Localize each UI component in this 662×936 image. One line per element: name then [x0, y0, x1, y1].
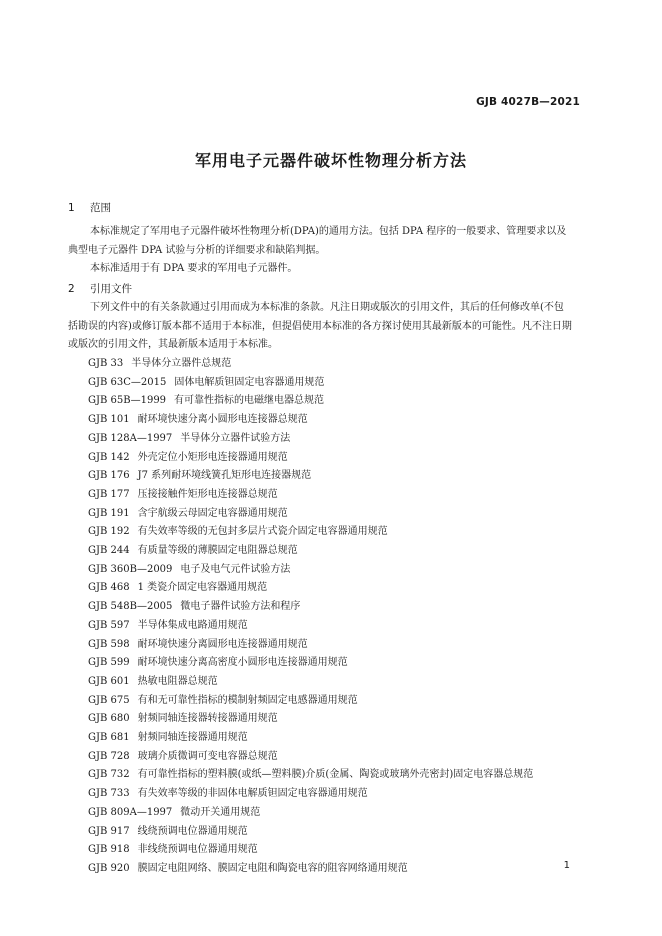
reference-code: GJB 601	[88, 675, 130, 687]
reference-title: 外壳定位小矩形电连接器通用规范	[137, 451, 288, 463]
page-number: 1	[563, 860, 570, 871]
reference-title: 压接接触件矩形电连接器总规范	[137, 488, 278, 500]
reference-title: 射频同轴连接器转接器通用规范	[137, 713, 278, 725]
reference-item	[68, 710, 572, 729]
reference-code: GJB 192	[88, 526, 130, 538]
reference-title: 有失效率等级的无包封多层片式瓷介固定电容器通用规范	[137, 526, 388, 538]
reference-code: GJB 597	[88, 619, 130, 631]
reference-item	[68, 617, 572, 636]
reference-title: 半导体分立器件总规范	[131, 358, 232, 369]
reference-title: 耐环境快速分离小圆形电连接器总规范	[137, 414, 308, 426]
reference-item	[68, 729, 572, 748]
reference-code: GJB 728	[88, 750, 130, 762]
reference-item	[68, 785, 572, 804]
reference-title: 耐环境快速分离圆形电连接器通用规范	[137, 638, 308, 650]
reference-item	[68, 860, 572, 879]
reference-code: GJB 101	[88, 414, 130, 426]
reference-code: GJB 917	[88, 825, 130, 837]
reference-title: 电子及电气元件试验方法	[180, 563, 291, 575]
reference-title: 含宇航级云母固定电容器通用规范	[137, 507, 288, 519]
reference-title: 有和无可靠性指标的模制射频固定电感器通用规范	[137, 694, 358, 706]
reference-item	[68, 804, 572, 823]
reference-title: J7 系列耐环境线簧孔矩形电连接器规范	[137, 470, 312, 482]
section-1-heading	[68, 200, 111, 215]
reference-item	[68, 748, 572, 767]
reference-item	[68, 841, 572, 860]
section-1-paragraph-1: 本标准规定了军用电子元器件破坏性物理分析(DPA)的通用方法。包括 DPA 程序的一般要求、管理要求以及典型电子元器件 DPA 试验与分析的详细要求和缺陷判据。	[68, 226, 567, 256]
section-2-paragraph-1: 下列文件中的有关条款通过引用而成为本标准的条款。凡注日期或版次的引用文件，其后的任何修改单(不包括勘误的内容)或修订版本都不适用于本标准，但提倡使用本标准的各方探讨使用其最新版本的可能性。凡不注日期或版次的引用文件，其最新版本适用于本标准。	[68, 302, 572, 350]
reference-title: 耐环境快速分离高密度小圆形电连接器通用规范	[137, 657, 348, 669]
reference-title: 膜固定电阻网络、膜固定电阻和陶瓷电容的阻容网络通用规范	[137, 862, 408, 874]
reference-code: GJB 142	[88, 451, 130, 463]
reference-item	[68, 467, 572, 486]
reference-code: GJB 918	[88, 844, 130, 856]
reference-title: 有失效率等级的非固体电解质钽固定电容器通用规范	[137, 788, 368, 800]
reference-code: GJB 681	[88, 732, 130, 744]
reference-item	[68, 411, 572, 430]
reference-title: 微动开关通用规范	[180, 806, 261, 818]
reference-code: GJB 244	[88, 545, 130, 557]
reference-title: 非线绕预调电位器通用规范	[137, 844, 258, 856]
section-2-heading	[68, 281, 132, 296]
reference-item	[68, 561, 572, 580]
reference-code: GJB 732	[88, 769, 130, 781]
reference-code: GJB 809A—1997	[88, 806, 173, 818]
reference-item	[68, 598, 572, 617]
section-2-title: 引用文件	[90, 283, 132, 295]
reference-code: GJB 680	[88, 713, 130, 725]
reference-title: 半导体分立器件试验方法	[180, 432, 291, 444]
reference-code: GJB 548B—2005	[88, 601, 173, 613]
reference-title: 线绕预调电位器通用规范	[137, 825, 248, 837]
reference-item	[68, 392, 572, 411]
reference-title: 固体电解质钽固定电容器通用规范	[174, 376, 325, 388]
reference-item	[68, 374, 572, 393]
reference-list	[68, 355, 572, 879]
document-title: 军用电子元器件破坏性物理分析方法	[194, 151, 467, 170]
reference-code: GJB 65B—1999	[88, 395, 167, 407]
reference-code: GJB 177	[88, 488, 130, 500]
reference-title: 有质量等级的薄膜固定电阻器总规范	[137, 545, 298, 557]
section-1-number: 1	[68, 202, 75, 214]
reference-title: 1 类瓷介固定电容器通用规范	[137, 582, 268, 594]
reference-code: GJB 33	[88, 358, 124, 369]
reference-code: GJB 599	[88, 657, 130, 669]
reference-item	[68, 636, 572, 655]
reference-item	[68, 542, 572, 561]
reference-title: 玻璃介质微调可变电容器总规范	[137, 750, 278, 762]
reference-item	[68, 486, 572, 505]
reference-item	[68, 579, 572, 598]
reference-title: 半导体集成电路通用规范	[137, 619, 248, 631]
reference-code: GJB 598	[88, 638, 130, 650]
reference-title: 有可靠性指标的电磁继电器总规范	[174, 395, 325, 407]
reference-code: GJB 675	[88, 694, 130, 706]
reference-code: GJB 176	[88, 470, 130, 482]
reference-title: 有可靠性指标的塑料膜(或纸—塑料膜)介质(金属、陶瓷或玻璃外壳密封)固定电容器总规范	[137, 769, 534, 781]
reference-title: 微电子器件试验方法和程序	[180, 601, 301, 613]
reference-code: GJB 468	[88, 582, 130, 594]
reference-code: GJB 920	[88, 862, 130, 874]
reference-item	[68, 766, 572, 785]
reference-item	[68, 692, 572, 711]
reference-item	[68, 523, 572, 542]
reference-item	[68, 430, 572, 449]
reference-code: GJB 63C—2015	[88, 376, 167, 388]
reference-item	[68, 505, 572, 524]
reference-title: 热敏电阻器总规范	[137, 675, 218, 687]
reference-item	[68, 823, 572, 842]
reference-item	[68, 673, 572, 692]
reference-code: GJB 128A—1997	[88, 432, 173, 444]
reference-code: GJB 360B—2009	[88, 563, 173, 575]
reference-code: GJB 191	[88, 507, 130, 519]
reference-code: GJB 733	[88, 788, 130, 800]
standard-code: GJB 4027B—2021	[476, 96, 580, 108]
section-2-number: 2	[68, 283, 75, 295]
section-1-paragraph-2: 本标准适用于有 DPA 要求的军用电子元器件。	[90, 263, 298, 274]
reference-title: 射频同轴连接器通用规范	[137, 732, 248, 744]
section-1-title: 范围	[90, 202, 111, 214]
reference-item	[68, 355, 572, 374]
reference-item	[68, 449, 572, 468]
reference-item	[68, 654, 572, 673]
